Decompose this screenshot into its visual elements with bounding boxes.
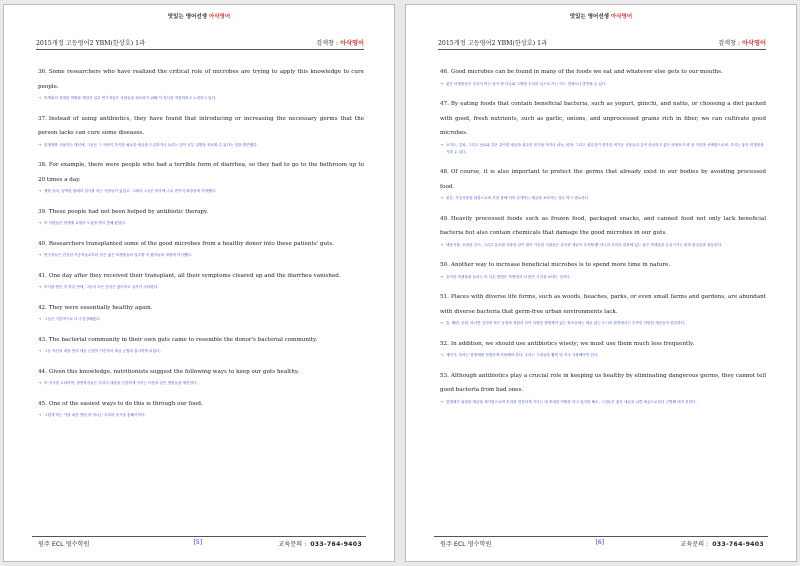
footer-divider xyxy=(32,536,366,537)
translation-text: 항생제가 위험한 세균을 제거함으로써 우리를 건강하게 지키는 데 중대한 역할을 하고 있지만 해도, 그것들은 좋은 세균을 나쁜 세균으로부터 구별해 내지 못한다. xyxy=(446,399,697,404)
page-number: [6] xyxy=(595,539,605,546)
english-sentence xyxy=(440,212,766,241)
sentence-number: 46. xyxy=(440,69,449,75)
arrow-icon: → xyxy=(440,196,444,200)
sentence-item xyxy=(440,97,766,156)
sentence-item xyxy=(440,290,766,327)
sentence-text: They were essentially healthy again. xyxy=(48,304,153,311)
sentence-number: 45. xyxy=(38,400,47,407)
korean-translation xyxy=(440,142,766,156)
korean-translation xyxy=(38,142,364,149)
sentence-item xyxy=(38,237,364,260)
phone-number: 033-764-9403 xyxy=(712,541,764,548)
contact-label: 교육문의 : xyxy=(680,541,709,548)
slogan-brand: 아삭영어 xyxy=(208,14,231,20)
sentence-item xyxy=(38,65,364,102)
page-header xyxy=(36,37,364,50)
sentence-text: Places with diverse life forms, such as woods, beaches, parks, or even small farms and gardens, are abundant with diverse bacteria that germ-free urban environments lack. xyxy=(440,294,766,315)
translation-text: 유익한 미생물을 늘리는 또 다른 방법은 자연에서 더 많은 시간을 보내는 것이다. xyxy=(446,274,571,279)
sentence-number: 38. xyxy=(38,162,47,168)
sentence-item xyxy=(440,165,766,202)
sentence-number: 39. xyxy=(38,208,47,215)
translation-text: 물론, 가공식품을 피함으로써 우리 몸에 이미 존재하는 세균을 보호하는 것도 역시 중요하다. xyxy=(446,196,590,200)
sentence-text: Another way to increase beneficial microbes is to spend more time in nature. xyxy=(450,262,671,268)
arrow-icon: → xyxy=(440,81,444,86)
sentence-item xyxy=(38,269,364,292)
translation-text: 냉동식품, 포장된 간식, 그리고 통조림 식품과 같이 많이 가공된 식품들은 유익한 세균이 부족할 뿐 아니라 우리의 내장에 있는 좋은 미생물을 손상시키는 화학 물질들을 함유한다. xyxy=(446,242,723,247)
search-hint-label: 검색창 : xyxy=(718,40,741,47)
sentence-text: In addition, we should use antibiotics wisely; we must use them much less frequently. xyxy=(450,340,695,347)
korean-translation xyxy=(38,412,364,419)
arrow-icon: → xyxy=(38,142,42,147)
english-sentence xyxy=(38,333,364,348)
sentence-text: These people had not been helped by antibiotic therapy. xyxy=(48,208,209,215)
sentence-text: For example, there were people who had a terrible form of diarrhea, so they had to go to the bathroom up to 20 times a day. xyxy=(38,162,364,183)
sentence-item xyxy=(38,365,364,388)
sentence-item xyxy=(440,258,766,281)
english-sentence xyxy=(440,65,766,80)
korean-translation xyxy=(440,274,766,281)
korean-translation xyxy=(38,188,364,195)
sentence-number: 52. xyxy=(440,340,449,347)
arrow-icon: → xyxy=(440,242,444,247)
translation-text: 게다가, 우리는 항생제를 현명하게 사용해야 한다. 우리는 그것들을 훨씬 덜 자주 사용해야만 한다. xyxy=(446,353,599,357)
slogan-text: 맛있는 영어선생 xyxy=(569,14,609,20)
translation-text: 요거트, 김치, 그리고 낫토와 같은 유익한 세균을 함유한 음식을 먹거나 마늘, 양파, 그리고 섬유질이 풍부한 비가공 곡물들과 같이 신선하고 좋은 영양소가 꽉 찬 식단을 선택함으로써, 우리는 좋은 미생물을 기를 수 있다. xyxy=(446,142,764,154)
search-hint-label: 검색창 : xyxy=(316,40,339,47)
translation-text: 항생제를 사용하는 대신에, 그들은 그 사람이 부족한 필요한 세균을 도입하거나 늘리는 것이 일부 질병을 치료할 수 있다는 것을 발견했다. xyxy=(44,142,258,147)
arrow-icon: → xyxy=(38,221,42,225)
sentence-text: The bacterial community in their own guts came to resemble the donor's bacterial community. xyxy=(48,336,318,343)
sentence-number: 43. xyxy=(38,336,47,343)
sentence-text: Given this knowledge, nutritionists suggest the following ways to keep our guts healthy. xyxy=(48,368,300,375)
english-sentence xyxy=(38,65,364,94)
sentence-item xyxy=(440,212,766,249)
arrow-icon: → xyxy=(440,399,444,404)
sentence-item xyxy=(38,397,364,420)
sentence-list xyxy=(440,65,766,415)
sentence-number: 50. xyxy=(440,262,449,268)
translation-text: 그렇게 하는 가장 쉬운 방법 중 하나는 우리의 음식을 통해서이다. xyxy=(44,413,146,417)
translation-text: 그들 자신의 내장 안의 세균 군집이 기증자의 세균 군집과 흡사하게 되었다. xyxy=(44,349,161,353)
arrow-icon: → xyxy=(38,189,42,193)
english-sentence xyxy=(440,290,766,319)
english-sentence xyxy=(38,397,364,412)
sentence-text: Heavily processed foods such as frozen food, packaged snacks, and canned food not only lack beneficial bacteria but also contain chemicals that damage the good microbes in our guts. xyxy=(440,215,766,236)
page-header xyxy=(438,37,766,50)
translation-text: 이식을 받은 지 하루 만에, 그들의 모든 증상은 없어지고 설사가 사라졌다. xyxy=(44,285,159,289)
arrow-icon: → xyxy=(38,253,42,257)
sentence-item xyxy=(38,333,364,356)
sentence-item xyxy=(38,205,364,228)
sentence-number: 36. xyxy=(38,69,47,75)
sentence-text: Instead of using antibiotics, they have found that introducing or increasing the necessary germs that the person lacks can cure some diseases. xyxy=(38,115,364,136)
sentence-number: 49. xyxy=(440,215,449,222)
slogan-brand: 아삭영어 xyxy=(610,14,633,20)
korean-translation xyxy=(440,352,766,359)
sentence-number: 41. xyxy=(38,272,47,279)
page-number: [5] xyxy=(193,539,203,546)
arrow-icon: → xyxy=(38,96,42,100)
korean-translation xyxy=(440,399,766,406)
korean-translation xyxy=(38,380,364,387)
korean-translation xyxy=(38,348,364,355)
sentence-text: One of the easiest ways to do this is through our food. xyxy=(48,400,203,407)
korean-translation xyxy=(38,316,364,323)
arrow-icon: → xyxy=(440,142,444,147)
english-sentence xyxy=(440,337,766,352)
course-title: 2015개정 고등영어2 YBM(한상호) 1과 xyxy=(36,40,146,47)
academy-name: 원주 ECL 영수학원 xyxy=(38,541,90,548)
sentence-text: Some researchers who have realized the critical role of microbes are trying to apply this knowledge to cure people. xyxy=(38,69,364,90)
search-hint xyxy=(316,38,364,47)
slogan-text: 맛있는 영어선생 xyxy=(167,14,207,20)
sentence-item xyxy=(38,112,364,149)
sentence-text: Researchers transplanted some of the good microbes from a healthy donor into these patients' guts. xyxy=(48,240,334,247)
korean-translation xyxy=(38,252,364,259)
translation-text: 연구자들은 건강한 기증자들로부터 얻은 좋은 미생물들의 일부를 이 환자들의 내장에 이식했다. xyxy=(44,253,192,257)
korean-translation xyxy=(440,242,766,249)
arrow-icon: → xyxy=(440,353,444,357)
korean-translation xyxy=(38,220,364,227)
phone-number: 033-764-9403 xyxy=(310,541,362,548)
english-sentence xyxy=(38,301,364,316)
english-sentence xyxy=(440,165,766,194)
sentence-number: 37. xyxy=(38,115,47,122)
translation-text: 숲, 해변, 공원, 아니면 심지어 작은 농장과 정원과 같이 다양한 생명체가 있는 장소들에는 세균 없는 도시의 환경에서는 부족한 다양한 세균들이 풍부하다. xyxy=(446,321,686,325)
sentence-text: One day after they received their transplant, all their symptoms cleared up and the diarrhea vanished. xyxy=(48,272,341,279)
english-sentence xyxy=(38,112,364,141)
page-footer xyxy=(38,539,362,551)
sentence-number: 48. xyxy=(440,169,449,175)
academy-name: 원주 ECL 영수학원 xyxy=(440,541,492,548)
contact-info xyxy=(680,539,764,548)
sentence-text: Good microbes can be found in many of the foods we eat and whatever else gets to our mouths. xyxy=(450,69,723,75)
english-sentence xyxy=(38,269,364,284)
korean-translation xyxy=(440,81,766,88)
sentence-number: 53. xyxy=(440,372,449,379)
english-sentence xyxy=(38,237,364,252)
sentence-item xyxy=(38,301,364,324)
korean-translation xyxy=(38,284,364,291)
search-hint xyxy=(718,38,766,47)
sentence-number: 40. xyxy=(38,240,47,247)
korean-translation xyxy=(440,320,766,327)
korean-translation xyxy=(38,95,364,102)
contact-info xyxy=(278,539,362,548)
sentence-item xyxy=(38,158,364,195)
sentence-text: Although antibiotics play a crucial role in keeping us healthy by eliminating dangerous germs, they cannot tell good bacteria from bad ones. xyxy=(440,372,766,393)
arrow-icon: → xyxy=(38,413,42,417)
english-sentence xyxy=(38,365,364,380)
sentence-item xyxy=(440,369,766,406)
sentence-number: 47. xyxy=(440,101,449,107)
slogan xyxy=(4,12,394,20)
english-sentence xyxy=(440,97,766,141)
sentence-number: 51. xyxy=(440,294,449,300)
slogan xyxy=(406,12,796,20)
english-sentence xyxy=(440,258,766,273)
sentence-text: By eating foods that contain beneficial bacteria, such as yogurt, gimchi, and natto, or choosing a diet packed with good, fresh nutrients, such as garlic, onions, and unprocessed grains rich in fiber, we can cultivate good microbes. xyxy=(440,101,766,136)
sentence-item xyxy=(440,337,766,360)
arrow-icon: → xyxy=(38,381,42,385)
sentence-list xyxy=(38,65,364,429)
english-sentence xyxy=(38,205,364,220)
contact-label: 교육문의 : xyxy=(278,541,307,548)
sentence-item xyxy=(440,65,766,88)
translation-text: 이 지식을 고려하여, 영양학자들은 우리의 내장을 건강하게 지키는 다음과 같은 방법들을 제안한다. xyxy=(44,381,198,385)
page-footer xyxy=(440,539,764,551)
arrow-icon: → xyxy=(440,321,444,325)
translation-text: 예를 들어, 끔찍한 형태의 설사를 하는 사람들이 있었고, 그래서 그들은 하루에 스무 번까지 화장실에 가야했다. xyxy=(44,189,217,193)
course-title: 2015개정 고등영어2 YBM(한상호) 1과 xyxy=(438,40,548,47)
footer-divider xyxy=(434,536,768,537)
worksheet-page-5 xyxy=(3,4,395,562)
translation-text: 좋은 미생물들은 우리가 먹는 음식 중 다수와 그밖에 우리의 입으로 가는 어느 것에서나 발견될 수 있다. xyxy=(446,81,607,86)
korean-translation xyxy=(440,195,766,202)
sentence-number: 42. xyxy=(38,304,47,311)
arrow-icon: → xyxy=(38,285,42,289)
translation-text: 이 사람들은 항생제 요법의 도움을 받지 못해 왔었다. xyxy=(44,221,127,225)
arrow-icon: → xyxy=(440,274,444,279)
translation-text: 미생물의 중대한 역할을 깨달은 일부 연구자들은 사람들을 치료하기 위해 이 지식을 적용하려고 노력하고 있다. xyxy=(44,96,217,100)
arrow-icon: → xyxy=(38,349,42,353)
translation-text: 그들은 기본적으로 다시 건강해졌다. xyxy=(44,317,101,321)
sentence-text: Of course, it is also important to protect the germs that already exist in our bodies by avoiding processed food. xyxy=(440,169,766,190)
english-sentence xyxy=(440,369,766,398)
english-sentence xyxy=(38,158,364,187)
arrow-icon: → xyxy=(38,317,42,321)
search-hint-brand: 아삭영어 xyxy=(340,40,364,47)
sentence-number: 44. xyxy=(38,368,47,375)
worksheet-page-6 xyxy=(405,4,797,562)
search-hint-brand: 아삭영어 xyxy=(742,40,766,47)
